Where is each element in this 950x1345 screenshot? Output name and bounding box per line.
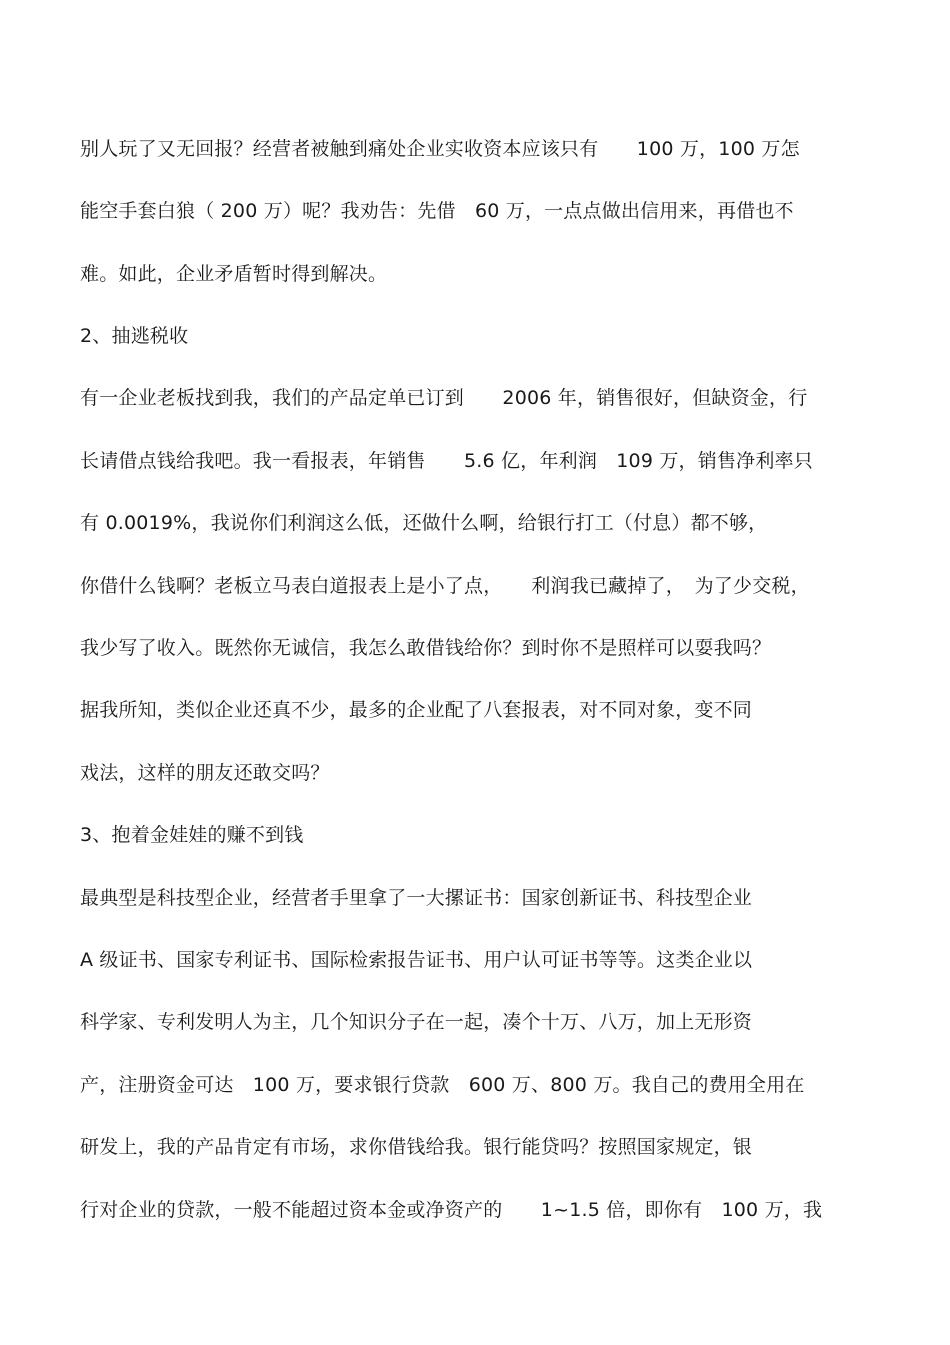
paragraph-line: 行对企业的贷款，一般不能超过资本金或净资产的 1~1.5 倍，即你有 100 万，我 (80, 1199, 823, 1221)
paragraph-line: 产，注册资金可达 100 万，要求银行贷款 600 万、800 万。我自己的费用全用在 (80, 1074, 805, 1096)
paragraph-line: 有 0.0019%，我说你们利润这么低，还做什么啊，给银行打工（付息）都不够， (80, 512, 768, 534)
paragraph-line: 据我所知，类似企业还真不少，最多的企业配了八套报表，对不同对象，变不同 (80, 699, 753, 721)
paragraph-line: 难。如此，企业矛盾暂时得到解决。 (80, 263, 388, 285)
section-heading: 3、抱着金娃娃的赚不到钱 (80, 824, 304, 846)
section-heading: 2、抽逃税收 (80, 325, 189, 347)
paragraph-line: 最典型是科技型企业，经营者手里拿了一大摞证书：国家创新证书、科技型企业 (80, 887, 753, 909)
paragraph-line: A 级证书、国家专利证书、国际检索报告证书、用户认可证书等等。这类企业以 (80, 949, 753, 971)
paragraph-line: 能空手套白狼（ 200 万）呢？我劝告：先借 60 万，一点点做出信用来，再借也不 (80, 200, 794, 222)
paragraph-line: 研发上，我的产品肯定有市场，求你借钱给我。银行能贷吗？按照国家规定，银 (80, 1136, 753, 1158)
paragraph-line: 别人玩了又无回报？经营者被触到痛处企业实收资本应该只有 100 万，100 万怎 (80, 138, 800, 160)
paragraph-line: 长请借点钱给我吧。我一看报表，年销售 5.6 亿，年利润 109 万，销售净利率只 (80, 450, 813, 472)
paragraph-line: 你借什么钱啊？老板立马表白道报表上是小了点， 利润我已藏掉了， 为了少交税， (80, 575, 810, 597)
paragraph-line: 我少写了收入。既然你无诚信，我怎么敢借钱给你？到时你不是照样可以耍我吗？ (80, 637, 772, 659)
paragraph-line: 科学家、专利发明人为主，几个知识分子在一起，凑个十万、八万，加上无形资 (80, 1011, 753, 1033)
paragraph-line: 戏法，这样的朋友还敢交吗？ (80, 762, 330, 784)
paragraph-line: 有一企业老板找到我，我们的产品定单已订到 2006 年，销售很好，但缺资金，行 (80, 387, 808, 409)
